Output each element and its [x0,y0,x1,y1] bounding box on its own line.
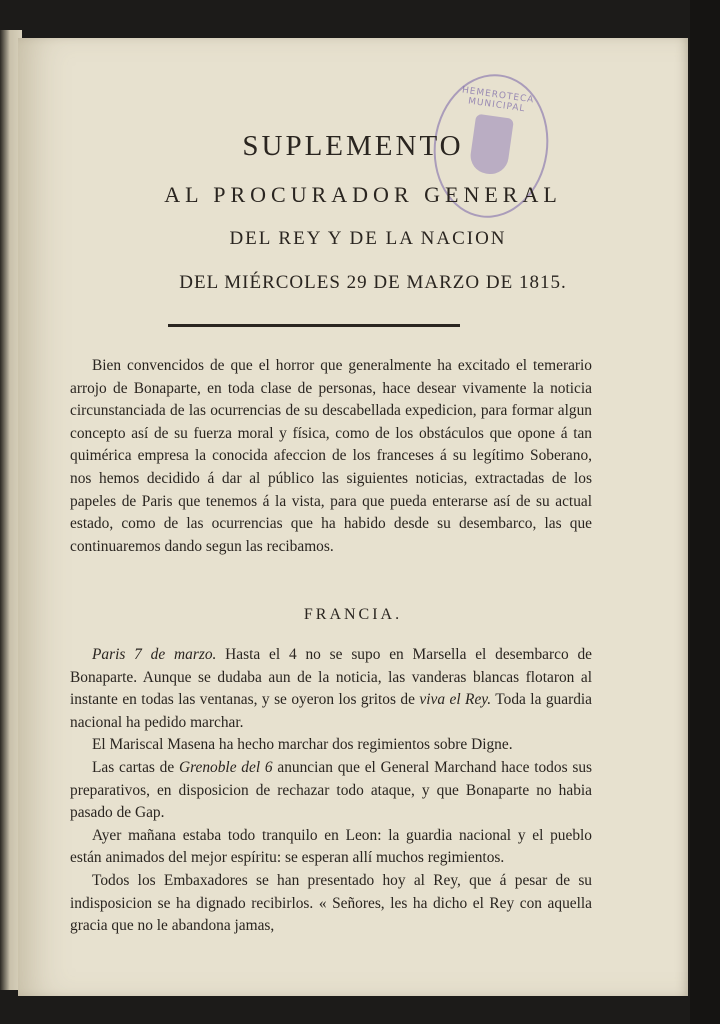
paragraph [70,757,592,825]
divider [168,324,460,327]
paragraph-tail: Toda la guardia nacional ha pedido marchar. [70,691,592,731]
document-page [18,38,688,996]
stamp-text: HEMEROTECA MUNICIPAL [461,85,535,115]
intro-paragraph: Bien convencidos de que el horror que generalmente ha excitado el temerario arrojo de Bonaparte, en toda clase de personas, hace desear vivamente la noticia circunstanciada de las ocurrencias de su descabellada expedicion, para formar algun concepto así de su fuerza moral y física, como de los obstáculos que opone á tan quimérica empresa la conocida afeccion de los franceses á su legítimo Soberano, nos hemos decidido á dar al público las siguientes noticias, extractadas de los papeles de Paris que tenemos á la vista, para que pueda enterarse así de su actual estado, como de las ocurrencias que ha habido desde su desembarco, las que continuaremos dando segun las recibamos. [70,357,592,555]
issue-date: DEL MIÉRCOLES 29 DE MARZO DE 1815. [179,272,567,293]
paragraph [70,870,592,938]
paragraph-text: Hasta el 4 no se supo en Marsella el desembarco de Bonaparte. Aunque se dudaba aun de la noticia, las vanderas blancas flotaron al instante en todas las ventanas, y se oyeron los gritos de [70,646,592,709]
paragraph [70,734,592,757]
paragraph-tail: anuncian que el General Marchand hace todos sus preparativos, en disposicion de rechazar todo ataque, y que Bonaparte no habia pasado de Gap. [70,758,593,822]
paragraph-text: Las cartas de [92,758,179,776]
paragraph-emphasis: Grenoble del 6 [178,758,273,776]
paragraph-text: El Mariscal Masena ha hecho marchar dos regimientos sobre Digne. [92,736,513,754]
paragraph-text: Ayer mañana estaba todo tranquilo en Leon: la guardia nacional y el pueblo están animados del mejor espíritu: se esperan allí muchos regimientos. [70,826,592,867]
paragraph [70,825,592,870]
paragraph [70,644,592,734]
page-title: SUPLEMENTO [242,130,464,162]
section-title: FRANCIA. [303,606,403,623]
paragraph-emphasis: viva el Rey. [419,691,492,709]
paragraph-text: Todos los Embaxadores se han presentado hoy al Rey, que á pesar de su indisposicion se ha dignado recibirlos. « Señores, les ha dicho el Rey con aquella gracia que no le abandona jamas, [70,871,592,935]
article-body [70,644,592,938]
page-subtitle: AL PROCURADOR GENERAL [164,182,562,207]
paragraph-dateline: Paris 7 de marzo. [92,646,217,663]
page-subtitle-2: DEL REY Y DE LA NACION [229,228,507,249]
background-right [690,0,720,1024]
